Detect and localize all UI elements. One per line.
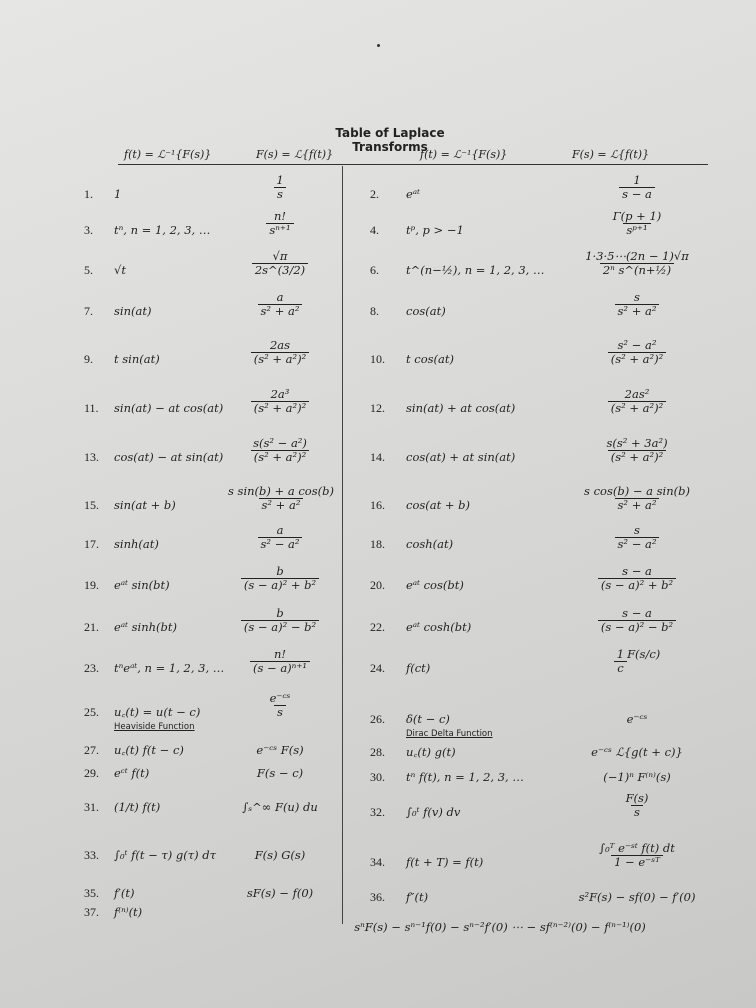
entry-24-transform [562,647,712,675]
entry-30-transform [562,770,712,784]
entry-9-transform [225,338,335,366]
entry-19-time-function: eᵃᵗ sin(bt) [114,578,170,592]
entry-9-transform-denominator: (s² + a²)² [251,352,310,366]
entry-17-time-function: sinh(at) [114,537,159,551]
entry-22-transform-denominator: (s − a)² − b² [598,620,676,634]
entry-16-transform [562,484,712,512]
entry-32-transform-fraction [623,792,652,819]
entry-15-transform-fraction [225,485,337,512]
entry-24-time-function: f(ct) [406,661,431,675]
entry-36-time-function: f″(t) [406,890,429,904]
entry-5-transform-numerator: √π [272,249,288,263]
entry-30-number: 30. [370,770,385,784]
entry-13-transform-fraction [250,437,310,464]
entry-18-transform-numerator: s [634,523,640,537]
entry-4-transform-numerator: Γ(p + 1) [612,209,662,223]
entry-22-number: 22. [370,620,385,634]
entry-12-transform-denominator: (s² + a²)² [608,401,667,415]
entry-36-number: 36. [370,890,385,904]
entry-15-number: 15. [84,498,99,512]
entry-7-time-function: sin(at) [114,304,152,318]
entry-19-transform [225,564,335,592]
entry-31-number: 31. [84,800,99,814]
entry-9-transform-numerator: 2as [269,338,291,352]
entry-23-number: 23. [84,661,99,675]
entry-32-number: 32. [370,805,385,819]
entry-34-time-function: f(t + T) = f(t) [406,855,484,869]
header-F-left: F(s) = ℒ{f(t)} [256,148,334,161]
entry-20-time-function: eᵃᵗ cos(bt) [406,578,464,592]
entry-25-number: 25. [84,705,99,719]
entry-20-number: 20. [370,578,385,592]
entry-25-transform [225,691,335,719]
entry-2-transform-denominator: s − a [619,187,655,201]
entry-35-number: 35. [84,886,99,900]
entry-17-transform-numerator: a [276,523,284,537]
entry-34-transform-fraction [596,842,678,869]
entry-22-transform [562,606,712,634]
entry-31-transform-expr: ∫ₛ^∞ F(u) du [242,800,318,814]
entry-11-transform-fraction [251,388,310,415]
entry-18-transform-denominator: s² − a² [615,537,660,551]
entry-25-time-function: u꜀(t) = u(t − c) [114,705,201,719]
entry-35-time-function: f′(t) [114,886,135,900]
entry-14-time-function: cos(at) + at sin(at) [406,450,516,464]
entry-2-time-function: eᵃᵗ [406,187,420,201]
entry-25-caption: Heaviside Function [114,722,195,732]
entry-8-time-function: cos(at) [406,304,446,318]
entry-22-transform-numerator: s − a [622,606,652,620]
entry-3-transform-numerator: n! [273,209,287,223]
entry-19-transform-numerator: b [276,564,284,578]
entry-20-transform [562,564,712,592]
entry-12-number: 12. [370,401,385,415]
entry-22-transform-fraction [598,607,676,634]
entry-21-transform-numerator: b [276,606,284,620]
entry-37-transform [290,920,710,934]
entry-15-transform-numerator: s sin(b) + a cos(b) [228,484,334,498]
entry-16-transform-fraction [581,485,693,512]
entry-4-transform-denominator: sᵖ⁺¹ [623,223,650,237]
entry-34-transform-denominator: 1 − e⁻ˢᵀ [611,855,663,869]
entry-25-transform-fraction [267,692,294,719]
entry-18-time-function: cosh(at) [406,537,454,551]
entry-27-number: 27. [84,743,99,757]
header-f-left: f(t) = ℒ⁻¹{F(s)} [124,148,212,161]
entry-14-transform [562,436,712,464]
entry-17-transform-fraction [258,524,303,551]
entry-29-transform [225,766,335,780]
entry-3-transform-fraction [266,210,293,237]
entry-5-time-function: √t [114,263,126,277]
entry-15-transform-denominator: s² + a² [259,498,304,512]
entry-16-transform-denominator: s² + a² [615,498,660,512]
entry-21-number: 21. [84,620,99,634]
entry-31-transform [225,800,335,814]
entry-28-number: 28. [370,745,385,759]
speck [377,44,380,47]
entry-8-transform-denominator: s² + a² [615,304,660,318]
entry-21-time-function: eᵃᵗ sinh(bt) [114,620,177,634]
entry-1-time-function: 1 [114,187,122,201]
entry-24-number: 24. [370,661,385,675]
entry-9-number: 9. [84,352,93,366]
entry-29-time-function: eᶜᵗ f(t) [114,766,150,780]
entry-34-transform [562,841,712,869]
entry-10-transform-fraction [608,339,667,366]
entry-27-transform [225,743,335,757]
entry-4-transform-fraction [610,210,665,237]
entry-23-transform-numerator: n! [273,647,287,661]
entry-29-transform-expr: F(s − c) [256,766,304,780]
entry-12-time-function: sin(at) + at cos(at) [406,401,516,415]
entry-6-transform [562,249,712,277]
entry-5-transform-fraction [252,250,308,277]
entry-35-transform-expr: sF(s) − f(0) [246,886,314,900]
entry-17-transform [225,523,335,551]
entry-2-transform-numerator: 1 [633,173,641,187]
entry-1-transform-denominator: s [274,187,286,201]
header-F-right: F(s) = ℒ{f(t)} [572,148,650,161]
entry-26-caption: Dirac Delta Function [406,729,493,739]
entry-1-transform [225,173,335,201]
entry-8-number: 8. [370,304,379,318]
entry-8-transform-numerator: s [634,290,640,304]
entry-3-transform-denominator: sⁿ⁺¹ [266,223,293,237]
entry-10-transform-denominator: (s² + a²)² [608,352,667,366]
entry-33-time-function: ∫₀ᵗ f(t − τ) g(τ) dτ [114,848,216,862]
entry-23-transform-denominator: (s − a)ⁿ⁺¹ [250,661,310,675]
entry-27-transform-expr: e⁻ᶜˢ F(s) [256,743,304,757]
entry-19-number: 19. [84,578,99,592]
entry-7-transform-denominator: s² + a² [258,304,303,318]
entry-32-time-function: ∫₀ᵗ f(v) dv [406,805,461,819]
entry-6-transform-numerator: 1·3·5⋯(2n − 1)√π [585,249,689,263]
entry-11-transform [225,387,335,415]
entry-9-time-function: t sin(at) [114,352,160,366]
entry-1-transform-numerator: 1 [276,173,284,187]
entry-31-time-function: (1/t) f(t) [114,800,161,814]
entry-2-number: 2. [370,187,379,201]
entry-7-transform-fraction [258,291,303,318]
entry-13-number: 13. [84,450,99,464]
entry-33-number: 33. [84,848,99,862]
entry-18-transform [562,523,712,551]
entry-2-transform-fraction [619,174,655,201]
entry-8-transform-fraction [615,291,660,318]
entry-12-transform [562,387,712,415]
entry-23-transform [225,647,335,675]
column-divider [342,166,343,924]
entry-13-transform-denominator: (s² + a²)² [251,450,310,464]
entry-11-transform-denominator: (s² + a²)² [251,401,310,415]
entry-23-time-function: tⁿeᵃᵗ, n = 1, 2, 3, … [114,661,225,675]
entry-14-number: 14. [370,450,385,464]
entry-36-transform-expr: s²F(s) − sf(0) − f′(0) [578,890,696,904]
entry-17-transform-denominator: s² − a² [258,537,303,551]
entry-19-transform-denominator: (s − a)² + b² [241,578,319,592]
entry-10-time-function: t cos(at) [406,352,454,366]
entry-26-time-function: δ(t − c) [406,712,450,726]
entry-7-transform [225,290,335,318]
entry-5-transform [225,249,335,277]
entry-28-transform-expr: e⁻ᶜˢ ℒ{g(t + c)} [591,745,683,759]
entry-6-transform-denominator: 2ⁿ s^(n+½) [600,263,674,277]
page-title: Table of Laplace Transforms [335,126,445,154]
entry-4-transform [562,209,712,237]
entry-32-transform-denominator: s [631,805,643,819]
entry-18-number: 18. [370,537,385,551]
entry-24-transform-fraction [614,648,627,675]
entry-30-time-function: tⁿ f(t), n = 1, 2, 3, … [406,770,524,784]
entry-12-transform-numerator: 2as² [624,387,650,401]
entry-37-time-function: f⁽ⁿ⁾(t) [114,905,143,919]
entry-16-time-function: cos(at + b) [406,498,471,512]
entry-37-number: 37. [84,905,99,919]
entry-13-transform-numerator: s(s² − a²) [253,436,307,450]
entry-25-transform-denominator: s [274,705,286,719]
entry-15-time-function: sin(at + b) [114,498,176,512]
entry-29-number: 29. [84,766,99,780]
entry-14-transform-denominator: (s² + a²)² [608,450,667,464]
entry-6-transform-fraction [582,250,692,277]
entry-33-transform-expr: F(s) G(s) [254,848,306,862]
entry-7-transform-numerator: a [276,290,284,304]
entry-10-transform [562,338,712,366]
entry-10-transform-numerator: s² − a² [617,338,657,352]
entry-32-transform [562,791,712,819]
entry-11-number: 11. [84,401,99,415]
entry-4-number: 4. [370,223,379,237]
entry-13-time-function: cos(at) − at sin(at) [114,450,224,464]
entry-14-transform-fraction [603,437,670,464]
entry-12-transform-fraction [608,388,667,415]
entry-28-time-function: u꜀(t) g(t) [406,745,456,759]
entry-11-time-function: sin(at) − at cos(at) [114,401,224,415]
entry-27-time-function: u꜀(t) f(t − c) [114,743,184,757]
entry-35-transform [225,886,335,900]
entry-1-transform-fraction [273,174,286,201]
entry-13-transform [225,436,335,464]
entry-6-number: 6. [370,263,379,277]
entry-26-transform [562,712,712,726]
entry-22-time-function: eᵃᵗ cosh(bt) [406,620,472,634]
entry-24-transform-numerator: 1 [616,647,625,661]
entry-25-transform-numerator: e⁻ᶜˢ [269,691,291,705]
entry-21-transform-denominator: (s − a)² − b² [241,620,319,634]
entry-17-number: 17. [84,537,99,551]
entry-5-transform-denominator: 2s^(3/2) [252,263,308,277]
entry-5-number: 5. [84,263,93,277]
entry-20-transform-denominator: (s − a)² + b² [598,578,676,592]
entry-20-transform-fraction [598,565,676,592]
entry-34-transform-numerator: ∫₀ᵀ e⁻ˢᵗ f(t) dt [599,841,675,855]
entry-18-transform-fraction [615,524,660,551]
entry-36-transform [562,890,712,904]
entry-24-transform-denominator: c [614,661,626,675]
entry-26-number: 26. [370,712,385,726]
entry-9-transform-fraction [251,339,310,366]
entry-26-transform-expr: e⁻ᶜˢ [626,712,648,726]
entry-30-transform-expr: (−1)ⁿ F⁽ⁿ⁾(s) [603,770,671,784]
entry-16-number: 16. [370,498,385,512]
entry-20-transform-numerator: s − a [622,564,652,578]
entry-21-transform-fraction [241,607,319,634]
entry-10-number: 10. [370,352,385,366]
entry-8-transform [562,290,712,318]
entry-4-time-function: tᵖ, p > −1 [406,223,464,237]
entry-34-number: 34. [370,855,385,869]
header-f-right: f(t) = ℒ⁻¹{F(s)} [420,148,508,161]
entry-28-transform [562,745,712,759]
entry-37-transform-expr: sⁿF(s) − sⁿ⁻¹f(0) − sⁿ⁻²f′(0) ⋯ − sf⁽ⁿ⁻²⁾(0) − f⁽ⁿ⁻¹⁾(0) [354,920,646,934]
entry-7-number: 7. [84,304,93,318]
entry-32-transform-numerator: F(s) [625,791,649,805]
entry-6-time-function: t^(n−½), n = 1, 2, 3, … [406,263,545,277]
entry-24-transform-tail: F(s/c) [627,647,661,661]
header-rule [118,164,708,165]
entry-11-transform-numerator: 2a³ [270,387,290,401]
entry-14-transform-numerator: s(s² + 3a²) [606,436,668,450]
entry-1-number: 1. [84,187,93,201]
entry-19-transform-fraction [241,565,319,592]
entry-3-time-function: tⁿ, n = 1, 2, 3, … [114,223,211,237]
entry-21-transform [225,606,335,634]
entry-2-transform [562,173,712,201]
entry-15-transform [225,484,335,512]
entry-23-transform-fraction [250,648,310,675]
entry-3-number: 3. [84,223,93,237]
entry-3-transform [225,209,335,237]
entry-16-transform-numerator: s cos(b) − a sin(b) [584,484,690,498]
entry-33-transform [225,848,335,862]
